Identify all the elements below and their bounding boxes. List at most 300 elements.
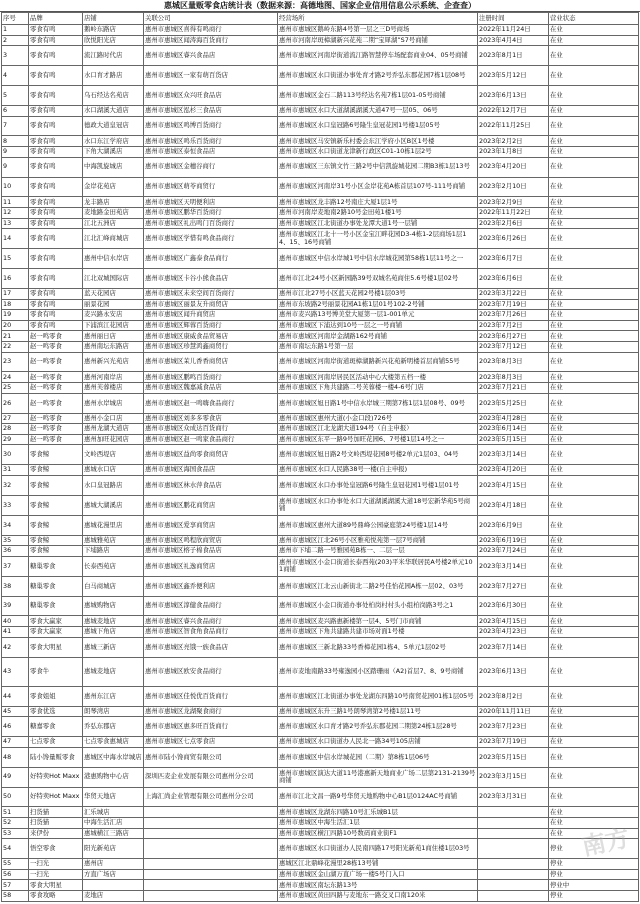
cell-brand: 糖巢零食: [29, 596, 83, 616]
cell-company: 惠州市惠城区喜得有鸣商行: [144, 25, 278, 36]
cell-date: 2023年7月14日: [478, 637, 549, 657]
cell-status: 在业: [549, 767, 639, 787]
cell-status: 在业: [549, 546, 639, 557]
cell-address: 惠州市惠城区河南岸街道斑樟湖路新兴花苑新明楼首层商铺55号: [278, 352, 478, 372]
cell-address: 惠州市惠城区河南岸31号小区金岸花苑A栋首层107号-111号商铺: [278, 177, 478, 197]
cell-store: [83, 880, 144, 891]
cell-company: [144, 869, 278, 880]
cell-date: 2023年1月8日: [478, 147, 549, 158]
cell-address: 惠州市惠城区麦兴路惠新楼第一层4、5号门市商铺: [278, 616, 478, 627]
cell-date: 2023年7月23日: [478, 717, 549, 737]
cell-company: [144, 828, 278, 839]
table-row: [2, 807, 639, 818]
cell-status: 停业: [549, 869, 639, 880]
cell-date: 2023年7月12日: [478, 341, 549, 352]
cell-company: 上海汇尚企业管理有限公司惠州分公司: [144, 787, 278, 807]
cell-store: 惠城麦地店: [83, 657, 144, 686]
cell-date: 2023年7月21日: [478, 383, 549, 394]
cell-store: 江北五洲店: [83, 218, 144, 229]
cell-brand: 零食鲸: [29, 475, 83, 495]
cell-brand: 零食有鸣: [29, 320, 83, 331]
cell-company: 惠州市惠城区一家有萌百货店: [144, 66, 278, 86]
cell-store: 惠城区中海水岸城店: [83, 747, 144, 767]
cell-date: 2023年6月6日: [478, 269, 549, 289]
cell-date: [478, 859, 549, 870]
cell-company: 惠州市惠城区康威食品贸易店: [144, 331, 278, 342]
table-row: [2, 576, 639, 596]
cell-status: 在业: [549, 86, 639, 106]
cell-date: 2023年4月15日: [478, 475, 549, 495]
cell-status: 在业: [549, 495, 639, 515]
cell-store: 麦地路金田苑店: [83, 208, 144, 219]
table-row: [2, 46, 639, 66]
table-row: [2, 627, 639, 638]
cell-status: 在业: [549, 637, 639, 657]
table-row: [2, 890, 639, 901]
cell-status: 在业: [549, 747, 639, 767]
cell-date: 2023年6月13日: [478, 86, 549, 106]
cell-brand: 零食有鸣: [29, 208, 83, 219]
cell-address: 惠州市惠城区南坛东路13号: [278, 880, 478, 891]
table-row: [2, 515, 639, 535]
cell-address: 惠州市惠城区东平一路9号加旺花园6、7号楼1层14号之一: [278, 434, 478, 445]
cell-address: 惠州市惠城区水口人民路38号一楼(自主申报): [278, 465, 478, 476]
table-row: [2, 880, 639, 891]
cell-address: 惠州市惠城区江北街道办事处龙潭大道1号一层铺: [278, 218, 478, 229]
cell-store: 丽景花园: [83, 299, 144, 310]
cell-company: 惠州市惠城区海国食品店: [144, 465, 278, 476]
cell-date: 2023年7月19日: [478, 299, 549, 310]
cell-company: 惠州市惠城区赵一鸣嗨食品商行: [144, 393, 278, 413]
cell-store: 麦兴路永安店: [83, 310, 144, 321]
cell-no: 1: [2, 25, 29, 36]
header-no: 序号: [2, 13, 29, 25]
table-row: [2, 25, 639, 36]
cell-brand: 陆小馋量贩零食: [29, 747, 83, 767]
cell-date: 2023年5月25日: [478, 393, 549, 413]
cell-store: 惠城大湖溪店: [83, 495, 144, 515]
cell-store: 惠州南坛东路店: [83, 341, 144, 352]
cell-date: 2023年6月30日: [478, 596, 549, 616]
cell-status: 在业: [549, 218, 639, 229]
cell-no: 29: [2, 434, 29, 445]
cell-address: 惠州市南坛东路1号第一层: [278, 341, 478, 352]
cell-store: 水口育才路店: [83, 66, 144, 86]
table-row: [2, 616, 639, 627]
cell-brand: 零食鲸: [29, 515, 83, 535]
cell-status: 在业: [549, 616, 639, 627]
cell-company: 惠州市惠城区惠多旺百货商行: [144, 717, 278, 737]
cell-date: 2023年4月20日: [478, 157, 549, 177]
cell-store: 惠州中信水岸店: [83, 249, 144, 269]
cell-brand: 糖巢零食: [29, 576, 83, 596]
cell-company: 惠州市惠城区卡谷小熊食品店: [144, 269, 278, 289]
cell-date: [478, 807, 549, 818]
cell-no: 56: [2, 869, 29, 880]
cell-address: 惠州市惠城区演达大道11号港惠新天地商业广场二层第2131-2139号商铺: [278, 767, 478, 787]
cell-store: 麦地店: [83, 890, 144, 901]
cell-company: 惠州市惠城区鹏华百货商行: [144, 208, 278, 219]
cell-status: 在业: [549, 229, 639, 249]
cell-company: 惠州市惠城区礼逸商贸店: [144, 556, 278, 576]
cell-company: 惠州市惠城区爱享商贸店: [144, 515, 278, 535]
cell-brand: 零食大赢家: [29, 627, 83, 638]
cell-address: 惠州市惠城区旭日路2号文岭西堤花园8号楼2单元1层03、04号: [278, 445, 478, 465]
cell-address: 惠州市惠城区江北云山新街北二路2号佳怡花园A栋一层02、03号: [278, 576, 478, 596]
cell-brand: 零食有鸣: [29, 136, 83, 147]
cell-store: 汇乐城店: [83, 807, 144, 818]
cell-company: 惠州市惠城区鑫乔便利店: [144, 576, 278, 596]
cell-brand: 糖嘉零食: [29, 717, 83, 737]
cell-company: 惠州市惠城区珍慧鸿鑫商贸行: [144, 341, 278, 352]
store-table: [1, 12, 639, 902]
cell-store: 七点零食惠城店: [83, 737, 144, 748]
cell-no: 25: [2, 383, 29, 394]
cell-no: 57: [2, 880, 29, 891]
cell-address: 惠州市惠城区江北十一号小区金宝江畔花园D3-4栋1-2层商场1层14、15、16号商铺: [278, 229, 478, 249]
cell-date: 2022年11月22日: [478, 208, 549, 219]
cell-address: 惠州市惠城区水口育才路2号乔弘东郡花园二期第24栋1层28号: [278, 717, 478, 737]
table-row: [2, 413, 639, 424]
cell-status: 在业: [549, 383, 639, 394]
table-row: [2, 331, 639, 342]
cell-date: 2023年3月15日: [478, 767, 549, 787]
header-brand: 品牌: [29, 13, 83, 25]
cell-store: 鹅岭东路店: [83, 25, 144, 36]
cell-brand: 零食有鸣: [29, 46, 83, 66]
table-row: [2, 157, 639, 177]
cell-company: 惠州市惠城区泓杉三食品店: [144, 105, 278, 116]
table-row: [2, 657, 639, 686]
cell-store: 白马商城店: [83, 576, 144, 596]
cell-store: 欣悦阳光店: [83, 35, 144, 46]
cell-company: 惠州市惠城区众成达百货商行: [144, 424, 278, 435]
cell-store: 江北双城国际店: [83, 269, 144, 289]
cell-store: 乌石经达名苑店: [83, 86, 144, 106]
cell-date: 2023年7月24日: [478, 546, 549, 557]
cell-company: 惠州市惠城区亮饿一族食品店: [144, 637, 278, 657]
cell-address: 惠州市惠城区旭日路1号中信水岸城三期第7栋1层1层08号、09号: [278, 393, 478, 413]
cell-address: 惠城区江北鼎峰花漫里28栋13号铺: [278, 859, 478, 870]
cell-date: 2023年3月14日: [478, 445, 549, 465]
cell-date: 2022年11月25日: [478, 116, 549, 136]
cell-store: 水口东江学府店: [83, 136, 144, 147]
cell-status: 在业: [549, 105, 639, 116]
cell-status: 停业: [549, 890, 639, 901]
cell-store: 乔弘东郡店: [83, 717, 144, 737]
cell-company: 惠州市惠城区闻升商贸店: [144, 310, 278, 321]
cell-no: 7: [2, 116, 29, 136]
cell-status: 在业: [549, 807, 639, 818]
cell-no: 35: [2, 535, 29, 546]
cell-store: 水口皇冠路店: [83, 475, 144, 495]
cell-status: 在业: [549, 341, 639, 352]
cell-date: 2023年6月13日: [478, 657, 549, 686]
cell-brand: 零食鲸: [29, 445, 83, 465]
header-date: 注册时间: [478, 13, 549, 25]
cell-address: 惠州市惠城区惠州大道(小金口段)726号: [278, 413, 478, 424]
cell-brand: 零食有鸣: [29, 299, 83, 310]
cell-brand: 赵一鸣零食: [29, 393, 83, 413]
table-row: [2, 535, 639, 546]
cell-no: 20: [2, 320, 29, 331]
cell-address: 惠州市下埔二路一号雅园苑B栋一、二层一层: [278, 546, 478, 557]
cell-no: 24: [2, 372, 29, 383]
cell-status: 在业: [549, 706, 639, 717]
table-row: [2, 737, 639, 748]
cell-brand: 零食有鸣: [29, 147, 83, 158]
table-row: [2, 320, 639, 331]
cell-address: 惠州市惠城区河南岸居民区活动中心大楼第五档一楼: [278, 372, 478, 383]
cell-store: 金岸花苑店: [83, 177, 144, 197]
table-row: [2, 787, 639, 807]
cell-status: 停业: [549, 839, 639, 859]
cell-status: 在业: [549, 35, 639, 46]
cell-address: 惠州市东坡路2号丽景花园A1栋1层01号102-2号铺: [278, 299, 478, 310]
cell-company: 惠州市惠城区鹏鸣百货商行: [144, 372, 278, 383]
cell-date: 2023年7月19日: [478, 737, 549, 748]
cell-address: 惠州市惠城区黄田四路与麦地东一路交叉口南120米: [278, 890, 478, 901]
table-row: [2, 86, 639, 106]
cell-date: 2020年11月11日: [478, 706, 549, 717]
cell-company: 惠州市惠城区闻涛海百货商行: [144, 35, 278, 46]
cell-brand: 赵一鸣零食: [29, 372, 83, 383]
cell-status: 在业: [549, 372, 639, 383]
cell-address: 惠州市惠城区龙丰路12号南庄大厦1层1号: [278, 197, 478, 208]
cell-brand: 赵一鸣零食: [29, 331, 83, 342]
cell-no: 33: [2, 495, 29, 515]
cell-store: 龙丰路店: [83, 197, 144, 208]
cell-no: 37: [2, 556, 29, 576]
cell-no: 30: [2, 445, 29, 465]
cell-address: 惠州市惠城区三新北路33号香樟花园1栋4、5单元1层02号: [278, 637, 478, 657]
cell-address: 惠州市惠城区中海生活汇1层: [278, 818, 478, 829]
table-row: [2, 136, 639, 147]
cell-store: 阳光新苑店: [83, 839, 144, 859]
cell-brand: 零食有鸣: [29, 288, 83, 299]
cell-address: 惠州市惠城区惠州大道89号鼎峰公园豪庭第24号楼1层14号: [278, 515, 478, 535]
cell-date: 2023年6月27日: [478, 331, 549, 342]
cell-address: 惠州市惠城区东升三路1号朗琴湾第2号楼1层11号: [278, 706, 478, 717]
cell-no: 32: [2, 475, 29, 495]
cell-no: 21: [2, 331, 29, 342]
cell-brand: 好特卖Hot Maxx: [29, 767, 83, 787]
table-row: [2, 839, 639, 859]
cell-company: [144, 818, 278, 829]
cell-no: 10: [2, 177, 29, 197]
cell-brand: 零食有鸣: [29, 218, 83, 229]
cell-no: 42: [2, 637, 29, 657]
cell-status: 在业: [549, 352, 639, 372]
cell-date: 2023年4月28日: [478, 413, 549, 424]
table-row: [2, 208, 639, 219]
table-row: [2, 495, 639, 515]
cell-no: 38: [2, 576, 29, 596]
header-address: 经营场所: [278, 13, 478, 25]
table-body: [2, 25, 639, 902]
cell-company: 惠州市惠城区七点零食店: [144, 737, 278, 748]
cell-brand: 扫货猫: [29, 818, 83, 829]
cell-no: 16: [2, 269, 29, 289]
cell-status: 在业: [549, 737, 639, 748]
cell-date: [478, 890, 549, 901]
table-row: [2, 197, 639, 208]
cell-no: 44: [2, 686, 29, 706]
cell-address: 惠州市惠城区水口办事处皇冠路6号隆生皇冠花园1号楼1层01号: [278, 475, 478, 495]
cell-status: 在业: [549, 717, 639, 737]
cell-brand: 零食有鸣: [29, 35, 83, 46]
cell-company: 惠州市惠城区刘多多零食店: [144, 413, 278, 424]
cell-store: 德政大道皇冠店: [83, 116, 144, 136]
cell-company: 惠州市惠城区益尚零食商贸店: [144, 445, 278, 465]
cell-status: 停业中: [549, 880, 639, 891]
table-row: [2, 299, 639, 310]
cell-status: 在业: [549, 818, 639, 829]
cell-no: 13: [2, 218, 29, 229]
cell-company: 惠州市惠城区天明便利店: [144, 197, 278, 208]
cell-brand: 零食有鸣: [29, 105, 83, 116]
table-row: [2, 249, 639, 269]
cell-no: 51: [2, 807, 29, 818]
cell-date: 2023年3月22日: [478, 288, 549, 299]
cell-brand: 零食有鸣: [29, 116, 83, 136]
cell-no: 46: [2, 717, 29, 737]
cell-address: 惠州市江北27号小区蓝天花园2号楼1层03号: [278, 288, 478, 299]
table-row: [2, 828, 639, 839]
cell-company: 惠州市惠城区佳悦优百货商行: [144, 686, 278, 706]
cell-brand: 一扫光: [29, 869, 83, 880]
cell-no: 23: [2, 352, 29, 372]
cell-brand: 零食鲸: [29, 535, 83, 546]
cell-store: 水口湖溪大道店: [83, 105, 144, 116]
cell-status: 在业: [549, 535, 639, 546]
cell-store: 惠州芙蓉楼店: [83, 383, 144, 394]
cell-date: 2023年4月15日: [478, 616, 549, 627]
cell-brand: 零食有鸣: [29, 269, 83, 289]
cell-status: 在业: [549, 177, 639, 197]
cell-date: 2023年2月9日: [478, 197, 549, 208]
cell-no: 15: [2, 249, 29, 269]
cell-no: 34: [2, 515, 29, 535]
cell-address: 惠州市惠城区金石二路113号经达名苑7栋1层01-05号商铺: [278, 86, 478, 106]
cell-date: [478, 839, 549, 859]
cell-address: 惠州市江北24号小区新园路39号双城名苑商住5.6号楼1层02号: [278, 269, 478, 289]
cell-address: 惠州市惠城区下角共建路二号芙蓉楼一楼4-6号门店: [278, 383, 478, 394]
cell-status: 在业: [549, 393, 639, 413]
cell-status: 在业: [549, 197, 639, 208]
cell-company: [144, 890, 278, 901]
cell-status: 在业: [549, 465, 639, 476]
table-row: [2, 706, 639, 717]
cell-no: 9: [2, 157, 29, 177]
cell-store: 惠城花漫里店: [83, 515, 144, 535]
cell-company: 惠州市惠城区鸣乐百货商行: [144, 136, 278, 147]
cell-no: 54: [2, 839, 29, 859]
cell-brand: 赵一鸣零食: [29, 341, 83, 352]
cell-company: [144, 859, 278, 870]
cell-store: 惠城购物店: [83, 596, 144, 616]
cell-company: 惠州市惠城区辉蓉百货商行: [144, 320, 278, 331]
cell-store: 惠州新兴光苑店: [83, 352, 144, 372]
cell-no: 12: [2, 208, 29, 219]
cell-no: 8: [2, 136, 29, 147]
cell-status: 在业: [549, 269, 639, 289]
cell-status: 在业: [549, 556, 639, 576]
cell-address: 惠州市惠城区江北街道办事处龙湖东四路10号南贸花园01栋1层05号: [278, 686, 478, 706]
cell-status: 在业: [549, 208, 639, 219]
cell-company: 惠州市惠城区魏嘉减食品店: [144, 383, 278, 394]
cell-address: 惠州市惠城区龙湖东四路10号汇乐城B1层: [278, 807, 478, 818]
cell-store: 华贸天地店: [83, 787, 144, 807]
cell-company: 惠州市惠城区淳健食品商行: [144, 596, 278, 616]
cell-date: 2023年6月26日: [478, 229, 549, 249]
cell-store: 惠城横江三路店: [83, 828, 144, 839]
cell-status: 停业: [549, 859, 639, 870]
cell-address: 惠州市惠城区三东镇文竹三路2号中信凯旋城花园二期B3栋1层13号: [278, 157, 478, 177]
table-row: [2, 767, 639, 787]
table-row: [2, 341, 639, 352]
cell-store: 惠州水岸城店: [83, 393, 144, 413]
cell-company: 惠州市惠城区龙湖聚食商行: [144, 706, 278, 717]
cell-address: 惠州市惠城区江北26号小区雅苑悦苑第一层7号商铺: [278, 535, 478, 546]
cell-no: 48: [2, 747, 29, 767]
cell-status: 在业: [549, 331, 639, 342]
newspaper-watermark: 南方: [579, 822, 633, 862]
cell-status: 在业: [549, 66, 639, 86]
table-row: [2, 747, 639, 767]
cell-date: 2023年7月26日: [478, 310, 549, 321]
cell-brand: 零食有鸣: [29, 177, 83, 197]
cell-status: 在业: [549, 424, 639, 435]
cell-date: 2022年12月7日: [478, 105, 549, 116]
cell-address: 惠州市惠城区河南岸金湖路162号商铺: [278, 331, 478, 342]
table-row: [2, 869, 639, 880]
table-row: [2, 818, 639, 829]
cell-company: 惠州市陆小馋商贸有限公司: [144, 747, 278, 767]
cell-address: 惠州市江北文昌一路9号华贸天地购物中心B1层0124AC号商铺: [278, 787, 478, 807]
cell-address: 惠州市麦地南路33号雍逸园小区踏珊雨（A2)首层7、8、9号商铺: [278, 657, 478, 686]
cell-date: 2023年8月1日: [478, 46, 549, 66]
cell-company: 惠州市惠城区鸣博百货商行: [144, 116, 278, 136]
cell-brand: 零食大明星: [29, 637, 83, 657]
cell-address: 惠州市惠城区水口街道龙津新行政区C01-10栋1层2号: [278, 147, 478, 158]
cell-brand: 零食有鸣: [29, 229, 83, 249]
cell-date: 2023年8月3日: [478, 372, 549, 383]
cell-date: 2023年2月10日: [478, 177, 549, 197]
cell-status: 在业: [549, 515, 639, 535]
cell-brand: 一扫光: [29, 859, 83, 870]
cell-company: [144, 807, 278, 818]
cell-brand: 赵一鸣零食: [29, 352, 83, 372]
cell-brand: 零食大赢家: [29, 616, 83, 627]
cell-no: 19: [2, 310, 29, 321]
cell-brand: 零食大明星: [29, 880, 83, 891]
cell-status: 在业: [549, 46, 639, 66]
table-row: [2, 352, 639, 372]
cell-store: 惠州丽日店: [83, 331, 144, 342]
cell-company: 惠州市惠城区学惜有鸣食品商行: [144, 229, 278, 249]
cell-address: 惠州市惠城区下浦达到10号一层之一号商铺: [278, 320, 478, 331]
cell-date: 2023年4月20日: [478, 465, 549, 476]
cell-date: 2023年4月23日: [478, 627, 549, 638]
table-row: [2, 596, 639, 616]
cell-brand: 零食有鸣: [29, 86, 83, 106]
cell-store: 流江路时代店: [83, 46, 144, 66]
cell-store: 下浦滨江花园店: [83, 320, 144, 331]
cell-brand: 零食有鸣: [29, 25, 83, 36]
cell-date: 2023年6月14日: [478, 424, 549, 435]
cell-brand: 扫货猫: [29, 807, 83, 818]
